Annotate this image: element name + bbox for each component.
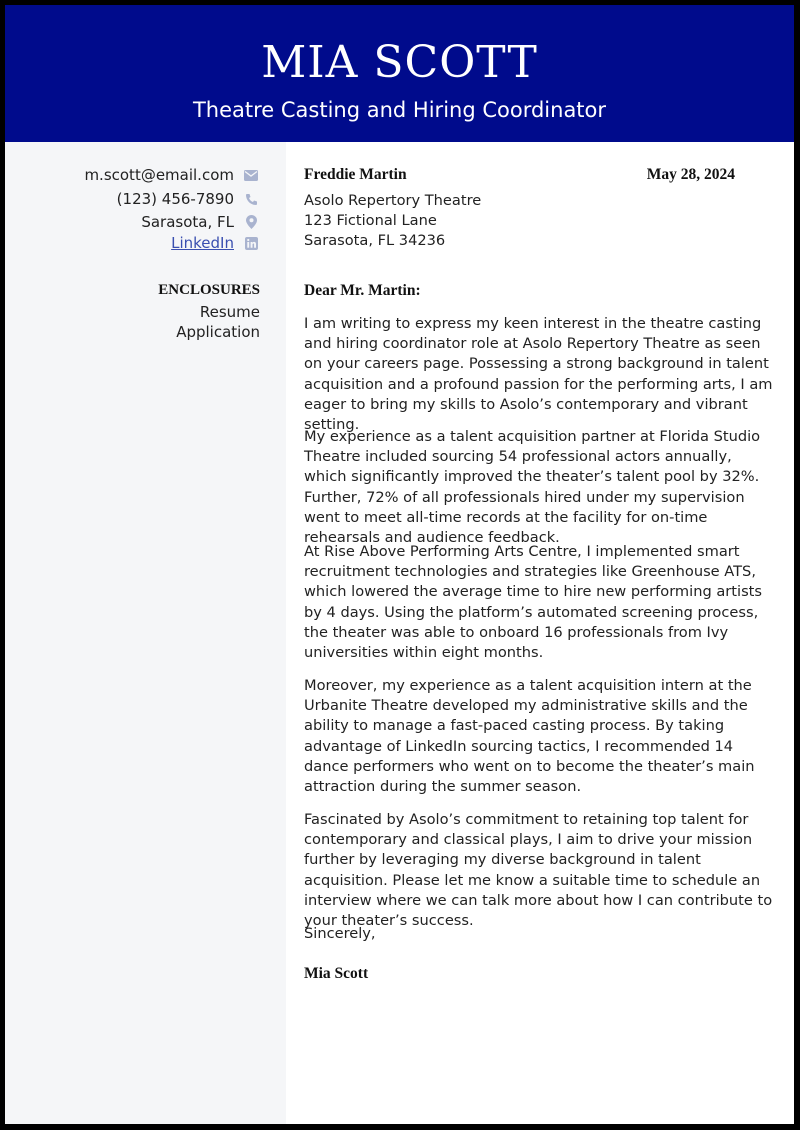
contact-email-row <box>84 166 258 184</box>
header-banner <box>5 5 794 142</box>
address-line: Asolo Repertory Theatre <box>304 192 482 209</box>
sidebar <box>5 142 286 1124</box>
envelope-icon <box>244 168 258 182</box>
address-line: 123 Fictional Lane <box>304 212 437 229</box>
body-paragraph: Moreover, my experience as a talent acquisition intern at the Urbanite Theatre developed my administrative skills and the ability to manage a fast-paced casting process. By taking advantage of LinkedIn sourcing tactics, I recommended 14 dance performers who went on to become the theater’s main attraction during the summer season. <box>304 677 755 796</box>
map-pin-icon <box>244 215 258 229</box>
contact-linkedin-row <box>171 234 258 252</box>
linkedin-icon <box>244 236 258 250</box>
applicant-name: MIA SCOTT <box>261 37 538 88</box>
letter-date: May 28, 2024 <box>646 166 735 183</box>
contact-phone: (123) 456-7890 <box>116 190 234 208</box>
contact-location: Sarasota, FL <box>141 213 234 231</box>
contact-phone-row <box>117 190 258 208</box>
signature: Mia Scott <box>304 965 369 982</box>
body-paragraph: My experience as a talent acquisition partner at Florida Studio Theatre included sourcing 54 professional actors annually, which significantly improved the theater’s talent pool by 32%. Further, 72% of all professionals hired under my supervision went to meet all-time records at the facility for on-time rehearsals and audience feedback. <box>304 428 761 547</box>
enclosure-item: Application <box>176 323 260 341</box>
contact-email: m.scott@email.com <box>84 166 234 184</box>
enclosures-heading: ENCLOSURES <box>158 282 260 298</box>
phone-icon <box>244 192 258 206</box>
cover-letter-page <box>5 5 794 1124</box>
enclosure-item: Resume <box>199 303 260 321</box>
body-paragraph: Fascinated by Asolo’s commitment to retaining top talent for contemporary and classical plays, I aim to drive your mission further by leveraging my diverse background in talent acquisition. Please let me know a suitable time to schedule an interview where we can talk more about how I can contribute to your theater’s success. <box>304 811 773 930</box>
recipient-name: Freddie Martin <box>304 166 407 183</box>
linkedin-link[interactable]: LinkedIn <box>171 234 234 252</box>
body-paragraph: At Rise Above Performing Arts Centre, I implemented smart recruitment technologies and strategies like Greenhouse ATS, which lowered the average time to hire new performing artists by 4 days. Using the platform’s automated screening process, the theater was able to onboard 16 professionals from Ivy universities within eight months. <box>304 543 763 662</box>
job-title: Theatre Casting and Hiring Coordinator <box>192 98 607 122</box>
address-line: Sarasota, FL 34236 <box>304 232 446 249</box>
closing: Sincerely, <box>304 925 376 942</box>
greeting: Dear Mr. Martin: <box>304 282 421 299</box>
contact-location-row <box>141 213 258 231</box>
body-paragraph: I am writing to express my keen interest in the theatre casting and hiring coordinator role at Asolo Repertory Theatre as seen on your careers page. Possessing a strong background in talent acquisition and a profound passion for the performing arts, I am eager to bring my skills to Asolo’s contemporary and vibrant setting. <box>304 315 773 434</box>
